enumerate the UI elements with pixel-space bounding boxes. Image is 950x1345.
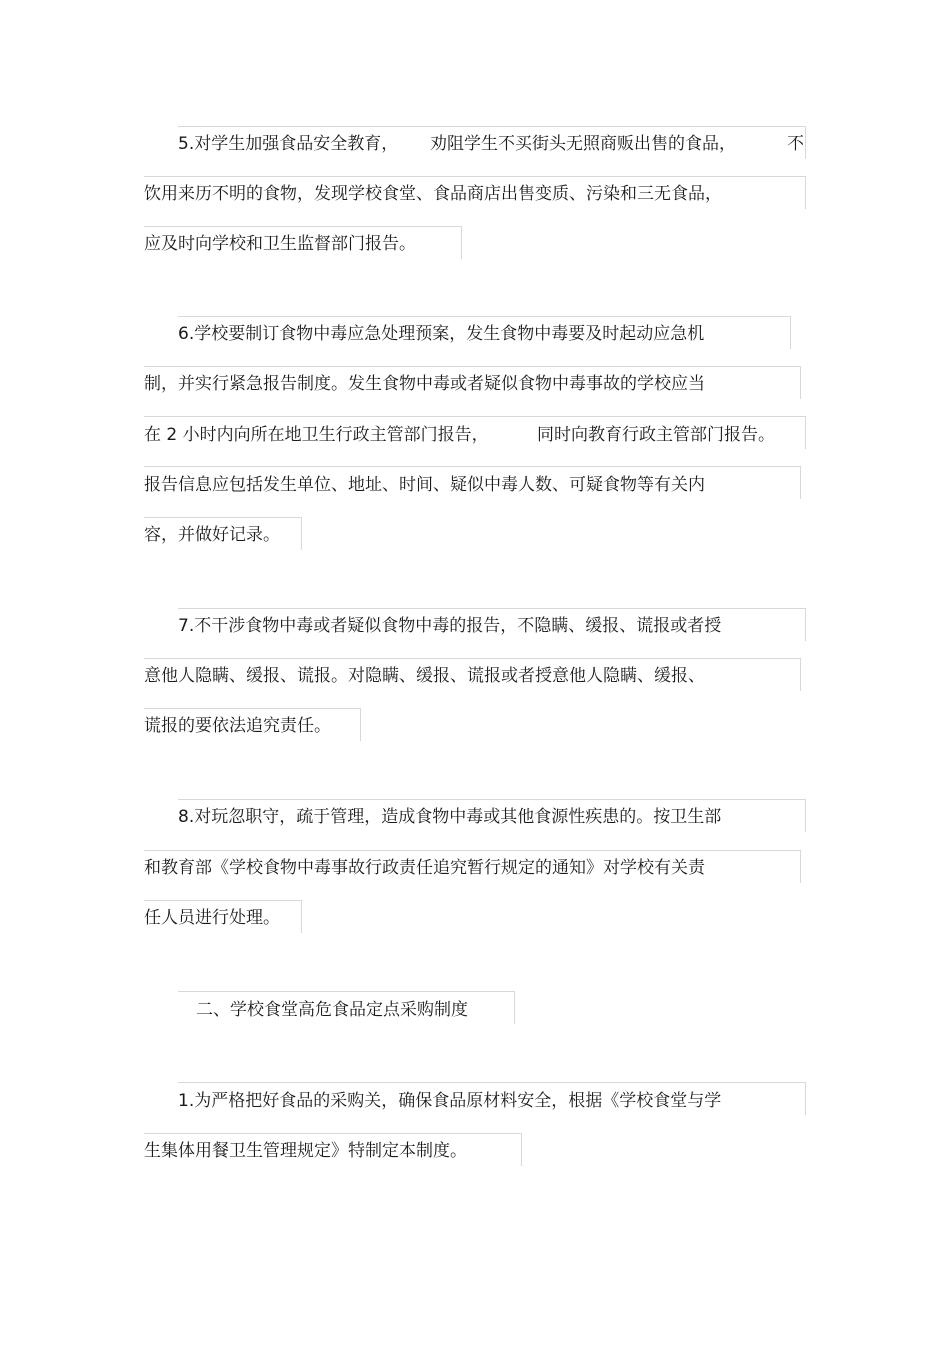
text-line: 谎报的要依法追究责任。 bbox=[144, 716, 331, 736]
section-heading: 二、学校食堂高危食品定点采购制度 bbox=[196, 1000, 468, 1020]
text-line: 7.不干涉食物中毒或者疑似食物中毒的报告，不隐瞒、缓报、谎报或者授 bbox=[178, 616, 722, 636]
text-line: 应及时向学校和卫生监督部门报告。 bbox=[144, 234, 416, 254]
text-line: 饮用来历不明的食物，发现学校食堂、食品商店出售变质、污染和三无食品， bbox=[144, 184, 722, 204]
text-line: 容，并做好记录。 bbox=[144, 525, 280, 545]
text-segment: 同时向教育行政主管部门报告。 bbox=[537, 425, 775, 445]
text-segment: 劝阻学生不买街头无照商贩出售的食品， bbox=[430, 134, 736, 154]
text-line: 和教育部《学校食物中毒事故行政责任追究暂行规定的通知》对学校有关责 bbox=[144, 858, 705, 878]
text-line: 报告信息应包括发生单位、地址、时间、疑似中毒人数、可疑食物等有关内 bbox=[144, 475, 705, 495]
text-line: 8.对玩忽职守，疏于管理，造成食物中毒或其他食源性疾患的。按卫生部 bbox=[178, 807, 722, 827]
text-line: 1.为严格把好食品的采购关，确保食品原材料安全，根据《学校食堂与学 bbox=[178, 1091, 722, 1111]
text-line: 6.学校要制订食物中毒应急处理预案，发生食物中毒要及时起动应急机 bbox=[178, 324, 705, 344]
text-line: 制，并实行紧急报告制度。发生食物中毒或者疑似食物中毒事故的学校应当 bbox=[144, 374, 705, 394]
text-line: 意他人隐瞒、缓报、谎报。对隐瞒、缓报、谎报或者授意他人隐瞒、缓报、 bbox=[144, 666, 705, 686]
text-line: 任人员进行处理。 bbox=[144, 908, 280, 928]
text-segment: 5.对学生加强食品安全教育， bbox=[178, 134, 399, 154]
text-line: 生集体用餐卫生管理规定》特制定本制度。 bbox=[144, 1141, 467, 1161]
text-segment: 在 2 小时内向所在地卫生行政主管部门报告， bbox=[144, 425, 489, 445]
text-segment: 不 bbox=[787, 134, 804, 154]
